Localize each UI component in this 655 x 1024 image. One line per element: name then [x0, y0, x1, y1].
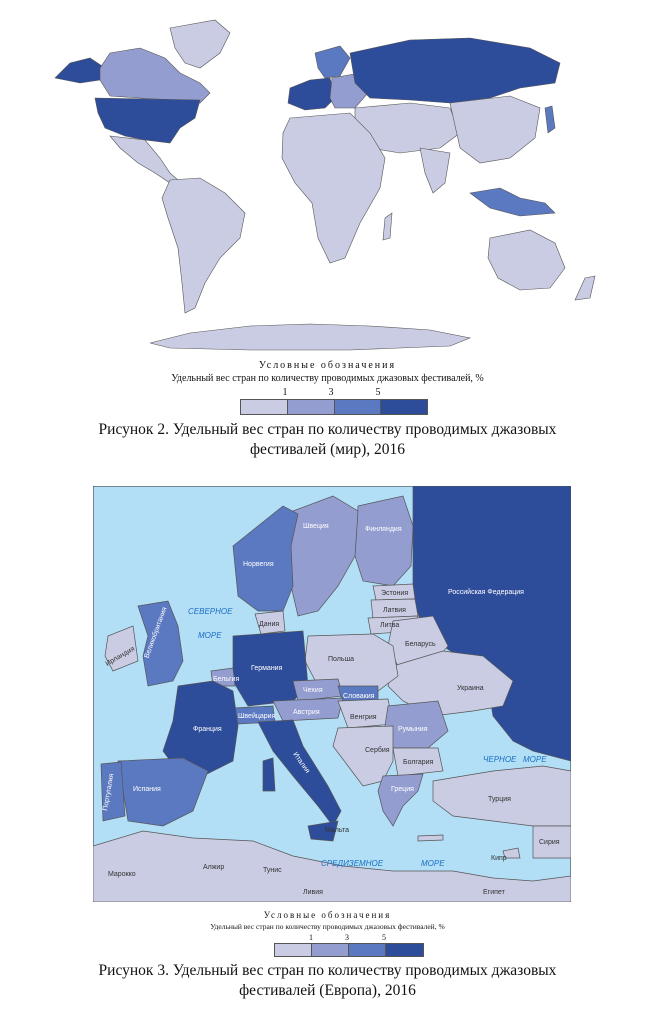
- figure-caption: [40, 961, 615, 1001]
- label-algeria: Алжир: [203, 864, 225, 871]
- label-hungary: Венгрия: [350, 714, 377, 721]
- label-greece: Греция: [391, 786, 414, 793]
- world-map: [50, 8, 610, 358]
- legend-swatch: [335, 400, 382, 414]
- label-sweden: Швеция: [303, 523, 329, 530]
- label-france: Франция: [193, 726, 222, 733]
- finland-shape: [355, 496, 413, 586]
- label-ireland: Ирландия: [104, 645, 136, 668]
- label-romania: Румыния: [398, 726, 428, 733]
- india-shape: [420, 148, 450, 193]
- label-finland: Финляндия: [365, 526, 402, 533]
- label-denmark: Дания: [259, 621, 280, 628]
- legend-tick: 3: [345, 933, 349, 942]
- figure-caption: [40, 420, 615, 460]
- europe-map: [93, 486, 571, 902]
- label-black-sea: МОРЕ: [523, 755, 547, 764]
- label-poland: Польша: [328, 656, 355, 663]
- label-czech: Чехия: [303, 687, 323, 694]
- legend-subtitle: Удельный вес стран по количеству проводимых джазовых фестивалей, %: [171, 373, 484, 384]
- label-malta: Мальта: [325, 827, 350, 834]
- caption-line: фестивалей (мир), 2016: [249, 441, 406, 458]
- legend-swatch: [381, 400, 427, 414]
- label-norway: Норвегия: [243, 561, 274, 568]
- antarctica-shape: [150, 324, 470, 350]
- western-europe-shape: [288, 78, 335, 110]
- australia-shape: [488, 230, 565, 290]
- label-mediterranean-sea: СРЕДИЗЕМНОЕ: [321, 859, 384, 868]
- label-libya: Ливия: [303, 889, 323, 896]
- sardinia-shape: [263, 758, 275, 791]
- label-egypt: Египет: [483, 889, 505, 896]
- caption-line: Рисунок 3. Удельный вес стран по количеству проводимых джазовых: [98, 962, 557, 979]
- label-estonia: Эстония: [381, 590, 409, 597]
- legend-tick: 5: [375, 387, 381, 398]
- legend-swatch: [288, 400, 335, 414]
- label-uk: Великобритания: [143, 606, 169, 660]
- label-serbia: Сербия: [365, 747, 390, 754]
- label-north-sea: СЕВЕРНОЕ: [188, 607, 233, 616]
- new-zealand-shape: [575, 276, 595, 300]
- label-latvia: Латвия: [383, 607, 406, 614]
- russia-shape: [350, 38, 560, 103]
- legend-tick: 1: [309, 933, 313, 942]
- legend-title: Условные обозначения: [258, 360, 397, 371]
- caption-line: фестивалей (Европа), 2016: [239, 982, 416, 999]
- south-america-shape: [162, 178, 245, 313]
- label-slovakia: Словакия: [343, 693, 375, 700]
- label-north-sea: МОРЕ: [198, 631, 222, 640]
- label-spain: Испания: [133, 786, 161, 793]
- legend-tick: 1: [282, 387, 288, 398]
- scandinavia-shape: [315, 46, 350, 78]
- label-black-sea: ЧЕРНОЕ: [483, 755, 517, 764]
- label-italy: Италия: [291, 751, 311, 775]
- madagascar-shape: [383, 213, 392, 240]
- legend-color-bar: [274, 943, 424, 957]
- legend-subtitle: Удельный вес стран по количеству проводимых джазовых фестивалей, %: [210, 922, 445, 931]
- label-austria: Австрия: [293, 709, 320, 716]
- japan-shape: [545, 106, 555, 133]
- label-germany: Германия: [251, 665, 283, 672]
- legend-tick: 3: [328, 387, 334, 398]
- mexico-shape: [110, 136, 178, 183]
- label-portugal: Португалия: [102, 773, 116, 812]
- label-mediterranean-sea: МОРЕ: [421, 859, 445, 868]
- africa-shape: [282, 113, 385, 263]
- label-belarus: Беларусь: [405, 641, 436, 648]
- legend-swatch: [386, 944, 423, 956]
- greenland-shape: [170, 20, 230, 68]
- label-russia: Российская Федерация: [448, 589, 524, 596]
- legend-swatch: [312, 944, 349, 956]
- alaska-shape: [55, 58, 105, 83]
- indonesia-shape: [470, 188, 555, 216]
- label-tunisia: Тунис: [263, 867, 282, 874]
- label-cyprus: Кипр: [491, 855, 507, 862]
- crete-shape: [418, 835, 443, 841]
- label-belgium: Бельгия: [213, 676, 240, 683]
- legend-color-bar: [240, 399, 428, 415]
- label-switzerland: Швейцария: [238, 713, 276, 720]
- label-turkey: Турция: [488, 796, 511, 803]
- label-syria: Сирия: [539, 839, 560, 846]
- east-asia-shape: [450, 96, 540, 163]
- label-ukraine: Украина: [457, 685, 484, 692]
- legend-swatch: [241, 400, 288, 414]
- label-lithuania: Литва: [380, 622, 400, 629]
- legend-swatch: [349, 944, 386, 956]
- legend-swatch: [275, 944, 312, 956]
- caption-line: Рисунок 2. Удельный вес стран по количеству проводимых джазовых: [98, 421, 557, 438]
- legend-tick: 5: [382, 933, 386, 942]
- label-bulgaria: Болгария: [403, 759, 434, 766]
- legend-title: Условные обозначения: [263, 910, 392, 920]
- label-morocco: Марокко: [108, 871, 136, 878]
